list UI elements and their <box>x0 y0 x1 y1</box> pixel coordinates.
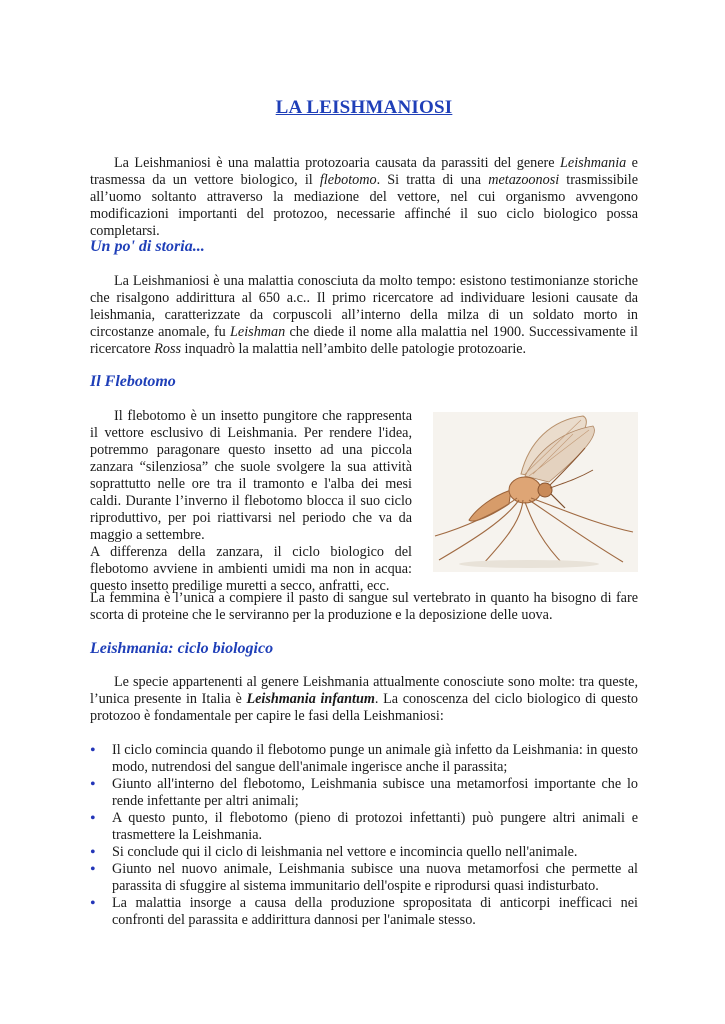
page-title: LA LEISHMANIOSI <box>275 97 453 118</box>
list-item <box>90 844 638 861</box>
ciclo-bullet-list <box>90 742 638 929</box>
researcher-name: Ross <box>154 341 181 357</box>
ciclo-text: Le specie appartenenti al genere Leishmania attualmente conosciute sono molte: tra queste, l’unica presente in Italia è <box>90 674 638 707</box>
bullet-icon: • <box>90 844 96 861</box>
intro-text: La Leishmaniosi è una malattia protozoaria causata da parassiti del genere <box>114 155 561 171</box>
sandfly-illustration <box>433 412 638 572</box>
bullet-icon: • <box>90 742 96 759</box>
list-item <box>90 742 638 776</box>
ciclo-paragraph <box>90 674 638 725</box>
history-text: inquadrò la malattia nell’ambito delle patologie protozoarie. <box>181 341 527 357</box>
list-item-text: Si conclude qui il ciclo di leishmania nel vettore e incomincia quello nell'animale. <box>112 844 578 860</box>
list-item-text: A questo punto, il flebotomo (pieno di protozoi infettanti) può pungere altri animali e trasmettere la Leishmania. <box>112 810 638 843</box>
flebotomo-paragraph-3-block <box>90 590 638 624</box>
flebotomo-paragraph-3: La femmina è l’unica a compiere il pasto di sangue sul vertebrato in quanto ha bisogno di fare scorta di proteine che le serviranno per la produzione e la deposizione delle uova. <box>90 590 638 623</box>
history-paragraph <box>90 273 638 358</box>
researcher-name: Leishman <box>230 324 286 340</box>
list-item <box>90 776 638 810</box>
sandfly-icon <box>433 412 638 572</box>
list-item-text: Giunto all'interno del flebotomo, Leishmania subisce una metamorfosi importante che lo rende infettante per altri animali; <box>112 776 638 809</box>
history-text: La Leishmaniosi è una malattia conosciuta da molto tempo: esistono testimonianze storiche che risalgono addirittura al 650 a.c.. Il primo ricercatore ad individuare lesioni causate da leishmania, caratterizzate da corpuscoli all’interno della milza di un soldato morto in circostanze anomale, fu <box>90 273 638 340</box>
intro-paragraph <box>90 155 638 240</box>
intro-text: trasmissibile all’uomo soltanto attraverso la mediazione del vettore, nel cui organismo avvengono modificazioni importanti del protozoo, necessarie affinché il suo ciclo biologico possa completarsi. <box>90 172 638 239</box>
genus-term: Leishmania <box>560 155 627 171</box>
list-item-text: Il ciclo comincia quando il flebotomo punge un animale già infetto da Leishmania: in questo modo, nutrendosi del sangue dell'animale ingerisce anche il parassita; <box>112 742 638 775</box>
bullet-icon: • <box>90 776 96 793</box>
ciclo-text: . La conoscenza del ciclo biologico di questo protozoo è fondamentale per capire le fasi della Leishmaniosi: <box>90 691 639 724</box>
history-heading: Un po' di storia... <box>90 238 205 255</box>
list-item <box>90 810 638 844</box>
intro-text: e trasmessa da un vettore biologico, il <box>90 155 638 188</box>
history-text: che diede il nome alla malattia nel 1900. Successivamente il ricercatore <box>90 324 638 357</box>
vector-term: flebotomo <box>319 172 377 188</box>
flebotomo-paragraph-2: A differenza della zanzara, il ciclo biologico del flebotomo avviene in ambienti umidi ma non in acqua: questo insetto predilige muretti a secco, anfratti, ecc. <box>90 544 412 594</box>
list-item-text: La malattia insorge a causa della produzione spropositata di anticorpi inefficaci nei confronti del parassita e addirittura dannosi per l'animale stesso. <box>112 895 638 928</box>
intro-text: . Si tratta di una <box>376 172 489 188</box>
metazoonosi-term: metazoonosi <box>488 172 560 188</box>
ciclo-heading: Leishmania: ciclo biologico <box>90 640 274 657</box>
list-item <box>90 861 638 895</box>
flebotomo-paragraph-1: Il flebotomo è un insetto pungitore che rappresenta il vettore esclusivo di Leishmania. Per rendere l'idea, potremmo paragonare questo insetto ad una piccola zanzara “silenziosa” che suole svolgere la sua attività soprattutto nelle ore tra il tramonto e l'alba dei mesi caldi. Durante l’inverno il flebotomo blocca il suo ciclo riproduttivo, per poi riattivarsi nel periodo che va da maggio a settembre. <box>90 408 412 543</box>
flebotomo-heading: Il Flebotomo <box>90 373 176 390</box>
bullet-icon: • <box>90 861 96 878</box>
bullet-icon: • <box>90 810 96 827</box>
flebotomo-text-column <box>90 408 412 595</box>
species-term: Leishmania infantum <box>246 691 375 707</box>
list-item-text: Giunto nel nuovo animale, Leishmania subisce una nuova metamorfosi che permette al parassita di sfuggire al sistema immunitario dell'ospite e riprodursi quasi indisturbato. <box>112 861 638 894</box>
list-item <box>90 895 638 929</box>
bullet-icon: • <box>90 895 96 912</box>
